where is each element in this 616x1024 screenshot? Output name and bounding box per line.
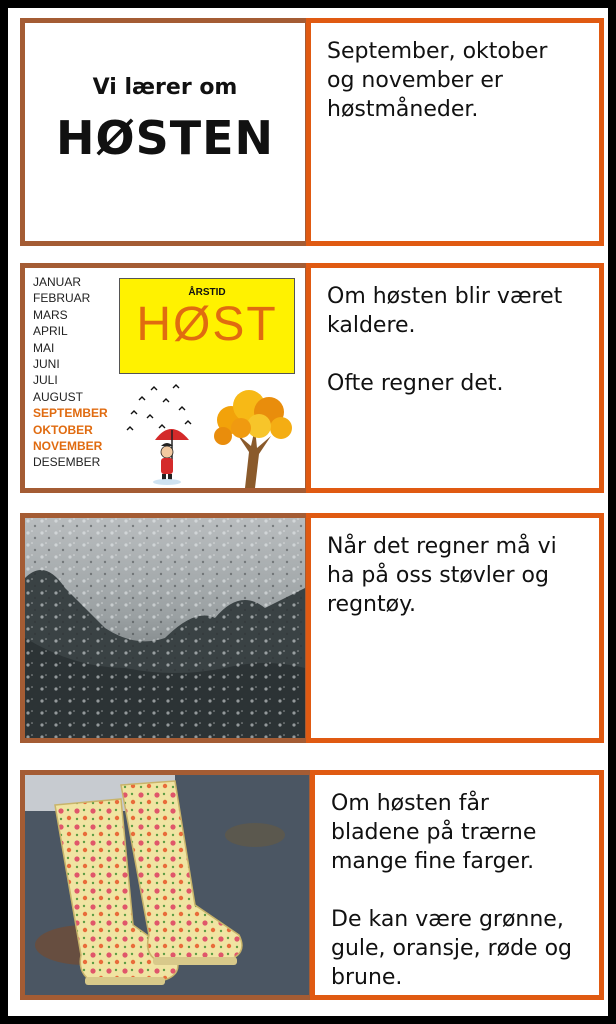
page	[8, 8, 608, 1016]
rain-text: Når det regner må vi ha på oss støvler og regntøy.	[327, 534, 557, 617]
birds-icon	[127, 385, 191, 430]
month-item: JANUAR	[33, 275, 82, 289]
boots-photo-panel	[20, 770, 314, 1000]
month-item: FEBRUAR	[33, 291, 91, 306]
month-item: SEPTEMBER	[33, 406, 108, 421]
month-item: DESEMBER	[33, 455, 101, 470]
autumn-scene-illustration	[119, 380, 299, 490]
season-box	[119, 278, 295, 374]
rain-photo-panel	[20, 513, 310, 743]
card-leaves	[20, 770, 600, 1000]
month-list	[33, 274, 108, 471]
card-season	[20, 263, 600, 493]
month-item: NOVEMBER	[33, 439, 103, 454]
month-item: MAI	[33, 340, 55, 355]
flowered-rain-boots-photo	[25, 775, 309, 995]
month-item: APRIL	[33, 324, 68, 339]
month-item: JUNI	[33, 357, 60, 372]
leaves-text-panel	[310, 770, 604, 1000]
intro-text-panel	[306, 18, 604, 246]
child-icon	[161, 446, 173, 458]
season-illustration-panel	[20, 263, 310, 493]
autumn-tree-icon	[214, 390, 292, 488]
title-small: Vi lærer om	[92, 75, 238, 100]
title-big: HØSTEN	[55, 111, 275, 165]
card-intro	[20, 18, 600, 246]
rain-text-panel	[306, 513, 604, 743]
month-item: JULI	[33, 373, 58, 388]
rain-on-window-photo	[25, 518, 305, 738]
season-label: ÅRSTID	[188, 287, 226, 298]
intro-text: September, oktober og november er høstmåneder.	[327, 39, 548, 122]
leaves-text: Om høsten får bladene på trærne mange fine farger. De kan være grønne, gule, oransje, røde og brune.	[331, 791, 572, 990]
month-item: AUGUST	[33, 389, 84, 404]
month-item: MARS	[33, 307, 68, 322]
season-text: Om høsten blir været kaldere. Ofte regner det.	[327, 284, 563, 396]
card-rain	[20, 513, 600, 743]
season-text-panel	[306, 263, 604, 493]
month-item: OKTOBER	[33, 422, 93, 437]
intro-title-panel	[20, 18, 310, 246]
season-name: HØST	[136, 298, 278, 351]
